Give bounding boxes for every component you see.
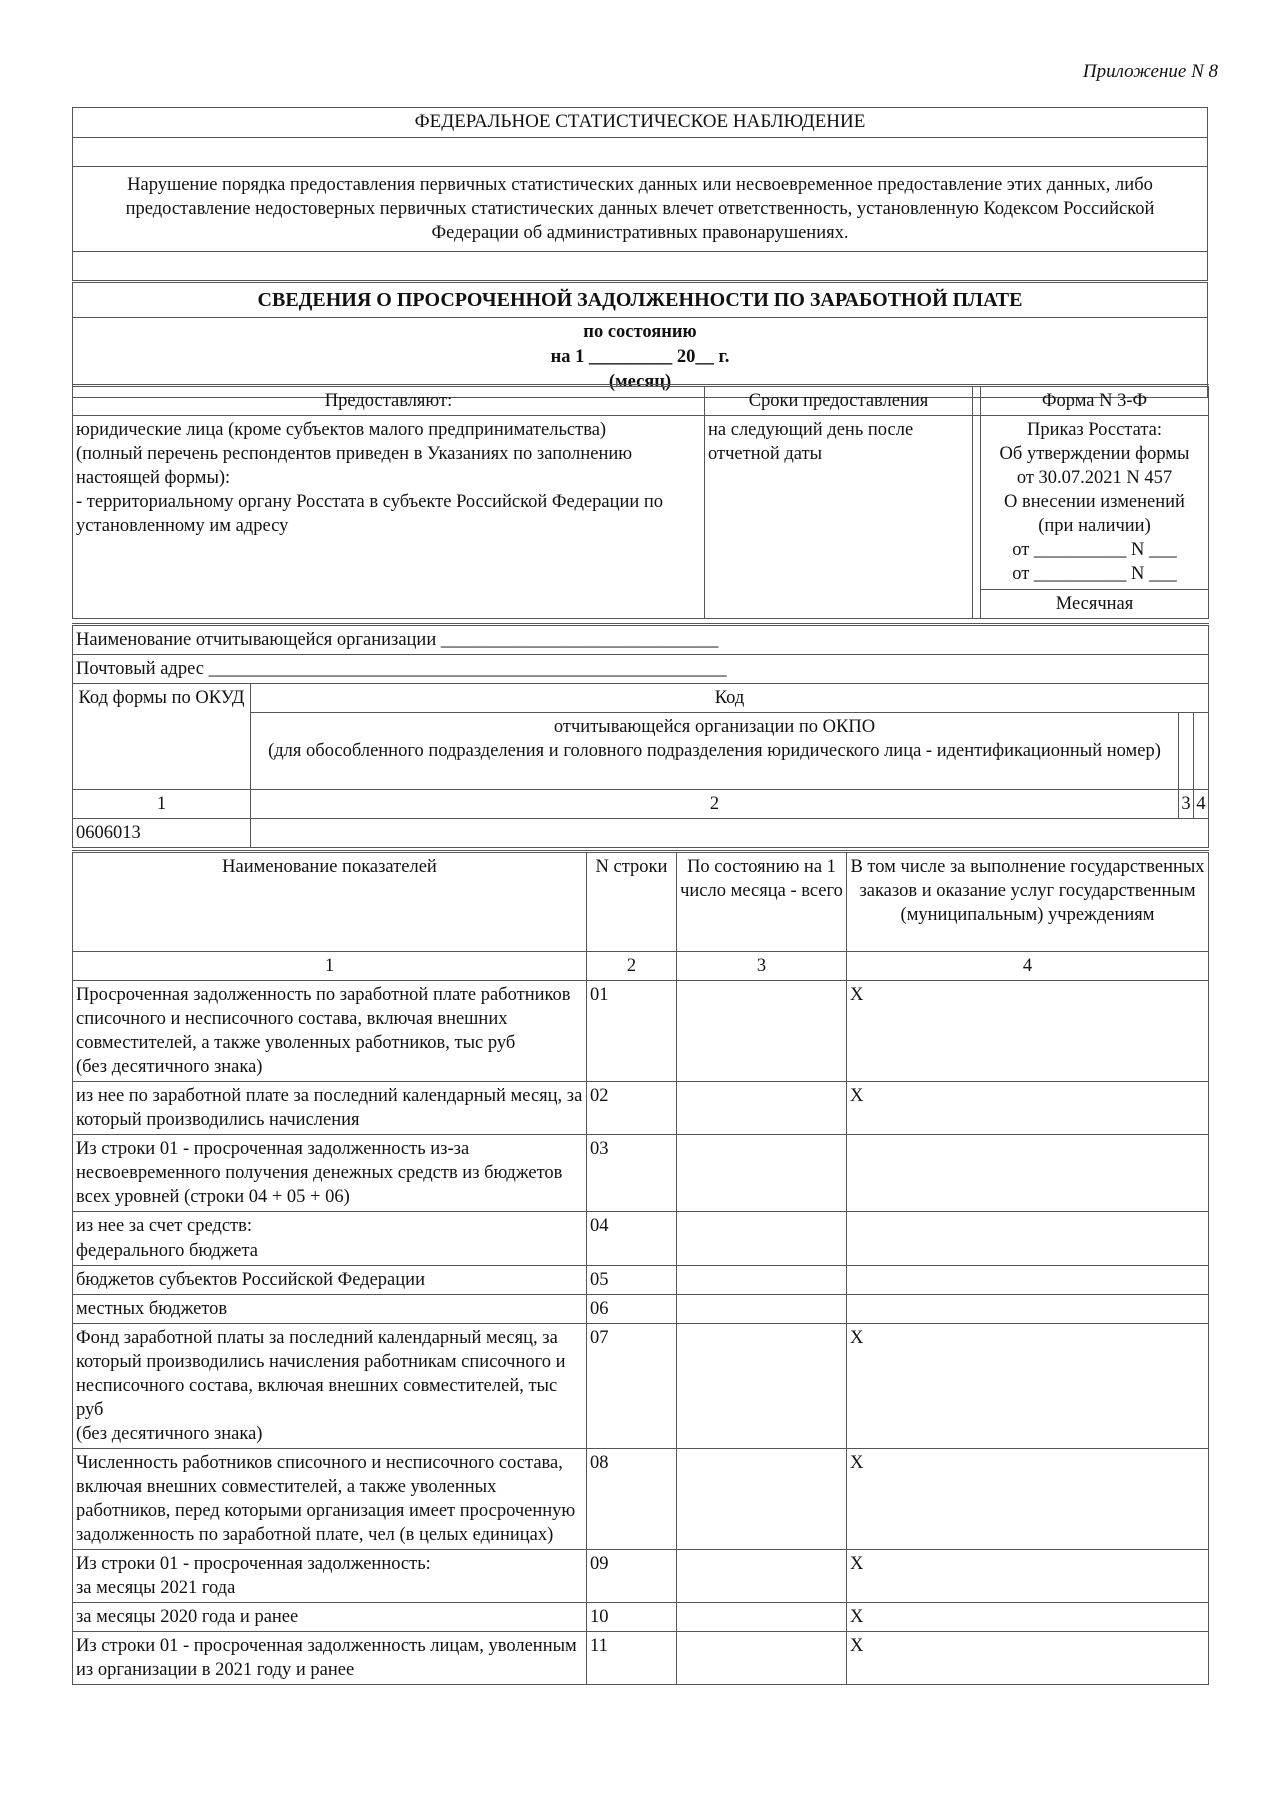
appendix-label: Приложение N 8 [1082,61,1218,82]
row-code: 05 [587,1265,677,1294]
row-state-field[interactable]: X [847,1550,1209,1603]
row-total-field[interactable] [677,981,847,1082]
row-state-field[interactable]: X [847,1603,1209,1632]
row-state-field[interactable]: X [847,981,1209,1082]
row-state-field[interactable] [847,1294,1209,1323]
header-row-number: N строки [587,852,677,952]
row-code: 01 [587,981,677,1082]
row-name: из нее по заработной плате за последний календарный месяц, за который производились начисления [73,1082,587,1135]
federal-observation-title: ФЕДЕРАЛЬНОЕ СТАТИСТИЧЕСКОЕ НАБЛЮДЕНИЕ [73,108,1208,138]
table-row [73,1082,1209,1135]
table-row [73,1448,1209,1549]
header-indicator-name: Наименование показателей [73,852,587,952]
okud-value: 0606013 [73,819,251,848]
row-total-field[interactable] [677,1082,847,1135]
row-total-field[interactable] [677,1212,847,1265]
code-header: Код [251,684,1209,713]
row-name: Из строки 01 - просроченная задолженность лицам, уволенным из организации в 2021 году и ранее [73,1632,587,1685]
row-code: 02 [587,1082,677,1135]
indicators-table [72,850,1209,1685]
row-total-field[interactable] [677,1265,847,1294]
blank-row [73,251,1208,281]
row-name: местных бюджетов [73,1294,587,1323]
colnum-3: 3 [677,952,847,981]
table-row [73,1212,1209,1265]
table-row [73,1294,1209,1323]
row-name: Просроченная задолженность по заработной плате работников списочного и несписочного состава, включая внешних совместителей, а также уволенных работников, тыс руб (без десятичного знака) [73,981,587,1082]
okpo-value-field[interactable] [251,819,1209,848]
row-total-field[interactable] [677,1603,847,1632]
header-total: По состоянию на 1 число месяца - всего [677,852,847,952]
colnum-2: 2 [587,952,677,981]
submission-table [72,384,1209,619]
row-name: Фонд заработной платы за последний календарный месяц, за который производились начисления работникам списочного и несписочного состава, включая внешних совместителей, тыс руб (без десятичного знака) [73,1323,587,1448]
row-state-field[interactable] [847,1265,1209,1294]
row-name: бюджетов субъектов Российской Федерации [73,1265,587,1294]
order-info: Приказ Росстата: Об утверждении формы от 30.07.2021 N 457 О внесении изменений (при наличии) от __________ N ___ от __________ N ___ [981,416,1209,590]
row-code: 09 [587,1550,677,1603]
row-code: 04 [587,1212,677,1265]
warning-text: Нарушение порядка предоставления первичных статистических данных или несвоевременное предоставление этих данных, либо предоставление недостоверных первичных статистических данных влечет ответственность, установленную Кодексом Российской Федерации об административных правонарушениях. [73,166,1208,251]
as-of-month-label: (месяц) [608,371,672,392]
row-code: 06 [587,1294,677,1323]
colnum-1: 1 [73,952,587,981]
row-total-field[interactable] [677,1448,847,1549]
okpo-extra-col-4 [1194,713,1209,790]
col-number-1: 1 [73,790,251,819]
periodicity: Месячная [981,589,1209,618]
postal-address-line: Почтовый адрес ________________________________________________________ [73,655,1209,684]
row-total-field[interactable] [677,1323,847,1448]
table-row [73,1265,1209,1294]
table-row [73,1550,1209,1603]
row-total-field[interactable] [677,1294,847,1323]
table-row [73,1603,1209,1632]
row-total-field[interactable] [677,1550,847,1603]
col-number-4: 4 [1194,790,1209,819]
row-code: 10 [587,1603,677,1632]
header-block [72,107,1208,398]
row-name: за месяцы 2020 года и ранее [73,1603,587,1632]
row-state-field[interactable]: X [847,1323,1209,1448]
row-total-field[interactable] [677,1632,847,1685]
row-name: Численность работников списочного и несписочного состава, включая внешних совместителей, а также уволенных работников, перед которыми организация имеет просроченную задолженность по заработной плате, чел (в целых единицах) [73,1448,587,1549]
header-table [72,107,1208,398]
header-state-orders: В том числе за выполнение государственных заказов и оказание услуг государственным (муниципальным) учреждениям [847,852,1209,952]
col-number-3: 3 [1179,790,1194,819]
colnum-4: 4 [847,952,1209,981]
table-row [73,1135,1209,1212]
row-code: 11 [587,1632,677,1685]
table-row [73,1323,1209,1448]
row-state-field[interactable]: X [847,1082,1209,1135]
okpo-extra-col-3 [1179,713,1194,790]
spacer-cell [973,386,981,416]
row-name: Из строки 01 - просроченная задолженность из-за несвоевременного получения денежных средств из бюджетов всех уровней (строки 04 + 05 + 06) [73,1135,587,1212]
okpo-header: отчитывающейся организации по ОКПО (для обособленного подразделения и головного подразделения юридического лица - идентификационный номер) [251,713,1179,790]
submitters-header: Предоставляют: [73,386,705,416]
row-code: 03 [587,1135,677,1212]
indicators-block [72,850,1208,1685]
as-of-date-line: на 1 _________ 20__ г. [550,346,730,367]
organization-block [72,623,1208,848]
deadline-text: на следующий день после отчетной даты [705,416,973,619]
row-code: 08 [587,1448,677,1549]
row-name: Из строки 01 - просроченная задолженность: за месяцы 2021 года [73,1550,587,1603]
row-code: 07 [587,1323,677,1448]
spacer-cell [973,416,981,619]
submitters-text: юридические лица (кроме субъектов малого предпринимательства) (полный перечень респондентов приведен в Указаниях по заполнению настоящей формы): - территориальному органу Росстата в субъекте Российской Федерации по установленному им адресу [73,416,705,619]
row-state-field[interactable] [847,1135,1209,1212]
blank-row [73,137,1208,166]
table-row [73,981,1209,1082]
form-title: СВЕДЕНИЯ О ПРОСРОЧЕННОЙ ЗАДОЛЖЕННОСТИ ПО ЗАРАБОТНОЙ ПЛАТЕ [73,281,1208,317]
organization-table [72,623,1209,848]
row-state-field[interactable]: X [847,1632,1209,1685]
submission-block [72,384,1208,619]
row-name: из нее за счет средств: федерального бюджета [73,1212,587,1265]
okud-header: Код формы по ОКУД [73,684,251,790]
col-number-2: 2 [251,790,1179,819]
org-name-line: Наименование отчитывающейся организации ______________________________ [73,625,1209,655]
row-state-field[interactable]: X [847,1448,1209,1549]
table-row [73,1632,1209,1685]
as-of-line-1: по состоянию [583,321,697,342]
row-state-field[interactable] [847,1212,1209,1265]
form-number-header: Форма N 3-Ф [981,386,1209,416]
row-total-field[interactable] [677,1135,847,1212]
deadline-header: Сроки предоставления [705,386,973,416]
